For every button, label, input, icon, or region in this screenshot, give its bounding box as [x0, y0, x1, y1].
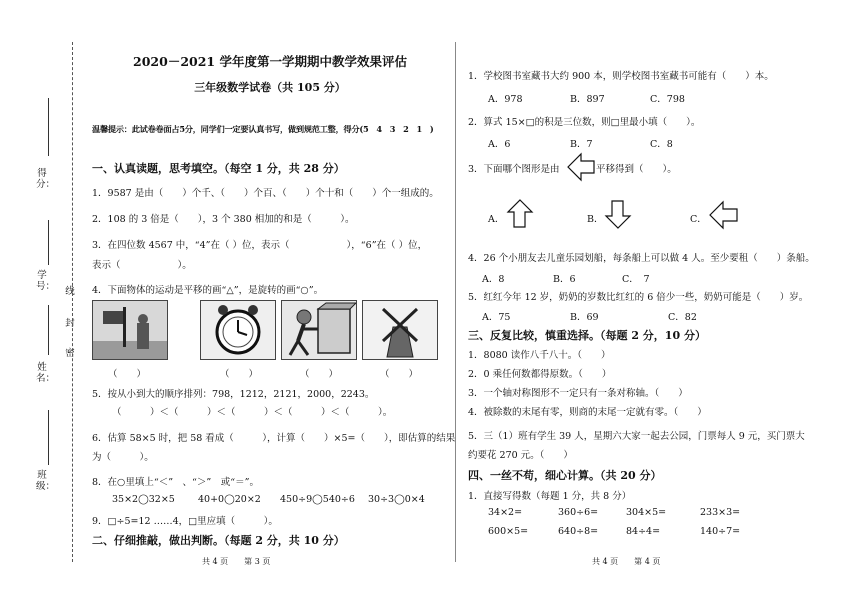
left-q3-line1: 3．在四位数 4567 中，“4”在（ ）位，表示（ ），“6”在（ ）位， [92, 240, 428, 251]
calc-item-4: 233×3= [700, 507, 741, 518]
q8-compare-3: 450÷9◯540÷6 [280, 494, 355, 505]
section-3-title: 三、反复比较，慎重选择。（每题 2 分，10 分） [468, 329, 706, 342]
flag-raising-image [92, 300, 168, 360]
seal-dashed-line [72, 42, 73, 562]
right-q1-opt-c: C．798 [650, 94, 685, 105]
section-1-title: 一、认真读题，思考填空。（每空 1 分，共 28 分） [92, 162, 345, 175]
seal-fasten-char: 封 [65, 318, 75, 329]
judge-q1: 1．8080 读作八千八十。（ ） [468, 350, 611, 361]
seal-close-char: 密 [65, 348, 75, 359]
right-page-footer: 共 4 页 第 4 页 [592, 557, 661, 566]
reference-arrow-shape [566, 152, 596, 182]
score-blank-line [48, 98, 49, 156]
calc-item-6: 640÷8= [558, 526, 599, 537]
right-q5: 5．红红今年 12 岁，奶奶的岁数比红红的 6 倍少一些，奶奶可能是（ ）岁。 [468, 292, 809, 303]
right-q1-opt-a: A．978 [488, 94, 523, 105]
left-q4: 4．下面物体的运动是平移的画“△”，是旋转的画“○”。 [92, 285, 324, 296]
right-q1-opt-b: B．897 [570, 94, 605, 105]
student-id-blank-line [48, 220, 49, 265]
q8-compare-2: 40+0◯20×2 [198, 494, 261, 505]
calc-item-5: 600×5= [488, 526, 529, 537]
judge-q5-line1: 5．三（1）班有学生 39 人，星期六大家一起去公园，门票每人 9 元，买门票大 [468, 431, 805, 442]
right-q5-opt-c: C．82 [668, 312, 697, 323]
judge-q2: 2．0 乘任何数都得原数。（ ） [468, 369, 612, 380]
right-q2-opt-b: B．7 [570, 139, 593, 150]
score-label: 得分： [36, 168, 56, 190]
calc-item-8: 140÷7= [700, 526, 741, 537]
calc-item-7: 84÷4= [626, 526, 661, 537]
section-4-title: 四、一丝不苟，细心计算。（共 20 分） [468, 469, 662, 482]
option-a-arrow-shape [506, 198, 538, 230]
judge-q4: 4．被除数的末尾有零，则商的末尾一定就有零。（ ） [468, 407, 707, 418]
right-q2: 2．算式 15×□的积是三位数，则□里最小填（ ）。 [468, 117, 701, 128]
calc-item-3: 304×5= [626, 507, 667, 518]
name-blank-line [48, 305, 49, 355]
calc-item-2: 360÷6= [558, 507, 599, 518]
calc-item-1: 34×2= [488, 507, 523, 518]
tip-text: 温馨提示：此试卷卷面占5分，同学们一定要认真书写，做到规范工整，得分(5 4 3 2 1 ) [92, 124, 434, 134]
class-label: 班级： [36, 470, 56, 492]
left-q5-line2: （ ）＜（ ）＜（ ）＜（ ）＜（ ）。 [112, 407, 393, 418]
right-q3-opt-a: A． [488, 214, 505, 225]
section-2-title: 二、仔细推敲，做出判断。（每题 2 分，共 10 分） [92, 534, 345, 547]
right-q3-part1: 3．下面哪个图形是由 [468, 164, 560, 175]
right-q4-opt-c: C． 7 [622, 274, 650, 285]
right-q2-opt-a: A．6 [488, 139, 511, 150]
option-c-arrow-shape [708, 200, 740, 230]
left-q6-line1: 6．估算 58×5 时，把 58 看成（ ），计算（ ）×5=（ ），即估算的结果 [92, 433, 456, 444]
exam-title: 2020－2021 学年度第一学期期中教学效果评估 [133, 54, 407, 69]
option-b-arrow-shape [604, 198, 636, 230]
windmill-image [362, 300, 438, 360]
right-q1: 1．学校图书室藏书大约 900 本，则学校图书室藏书可能有（ ）本。 [468, 71, 774, 82]
left-q2: 2．108 的 3 倍是（ ），3 个 380 相加的和是（ ）。 [92, 214, 355, 225]
right-q4-opt-a: A．8 [482, 274, 505, 285]
right-q5-opt-b: B．69 [570, 312, 599, 323]
left-q9: 9．□÷5=12 ……4，□里应填（ ）。 [92, 516, 278, 527]
alarm-clock-image [200, 300, 276, 360]
right-q2-opt-c: C．8 [650, 139, 673, 150]
left-q8: 8．在○里填上“＜” 、“＞” 或“＝”。 [92, 477, 259, 488]
q8-compare-1: 35×2◯32×5 [112, 494, 175, 505]
seal-line-char: 线 [65, 286, 75, 297]
name-label: 姓名： [36, 362, 56, 384]
q4-blank-2[interactable]: （ ） [220, 369, 259, 380]
class-blank-line [48, 410, 49, 465]
q4-blank-3[interactable]: （ ） [300, 369, 339, 380]
q4-blank-1[interactable]: （ ） [108, 369, 147, 380]
left-q1: 1．9587 是由（ ）个千、（ ）个百、（ ）个十和（ ）个一组成的。 [92, 188, 439, 199]
exam-subtitle: 三年级数学试卷（共 105 分） [194, 81, 346, 94]
right-q3-opt-c: C． [690, 214, 707, 225]
q4-blank-4[interactable]: （ ） [380, 369, 419, 380]
judge-q5-line2: 约要花 270 元。（ ） [468, 450, 573, 461]
judge-q3: 3．一个轴对称图形不一定只有一条对称轴。（ ） [468, 388, 688, 399]
student-id-label: 学号： [36, 270, 56, 292]
left-q6-line2: 为（ ）。 [92, 452, 154, 463]
q8-compare-4: 30÷3◯0×4 [368, 494, 425, 505]
page-divider [455, 42, 456, 562]
left-q3-line2: 表示（ ）。 [92, 260, 192, 271]
right-q5-opt-a: A．75 [482, 312, 511, 323]
right-q3-part2: 平移得到（ ）。 [596, 164, 677, 175]
right-q3-opt-b: B． [587, 214, 604, 225]
right-q4: 4．26 个小朋友去儿童乐园划船，每条船上可以做 4 人。至少要租（ ）条船。 [468, 253, 815, 264]
calc-intro: 1．直接写得数（每题 1 分，共 8 分） [468, 491, 632, 502]
pushing-box-image [281, 300, 357, 360]
left-q5-line1: 5．按从小到大的顺序排列：798，1212，2121，2000，2243。 [92, 389, 375, 400]
left-page-footer: 共 4 页 第 3 页 [202, 557, 271, 566]
right-q4-opt-b: B．6 [553, 274, 576, 285]
